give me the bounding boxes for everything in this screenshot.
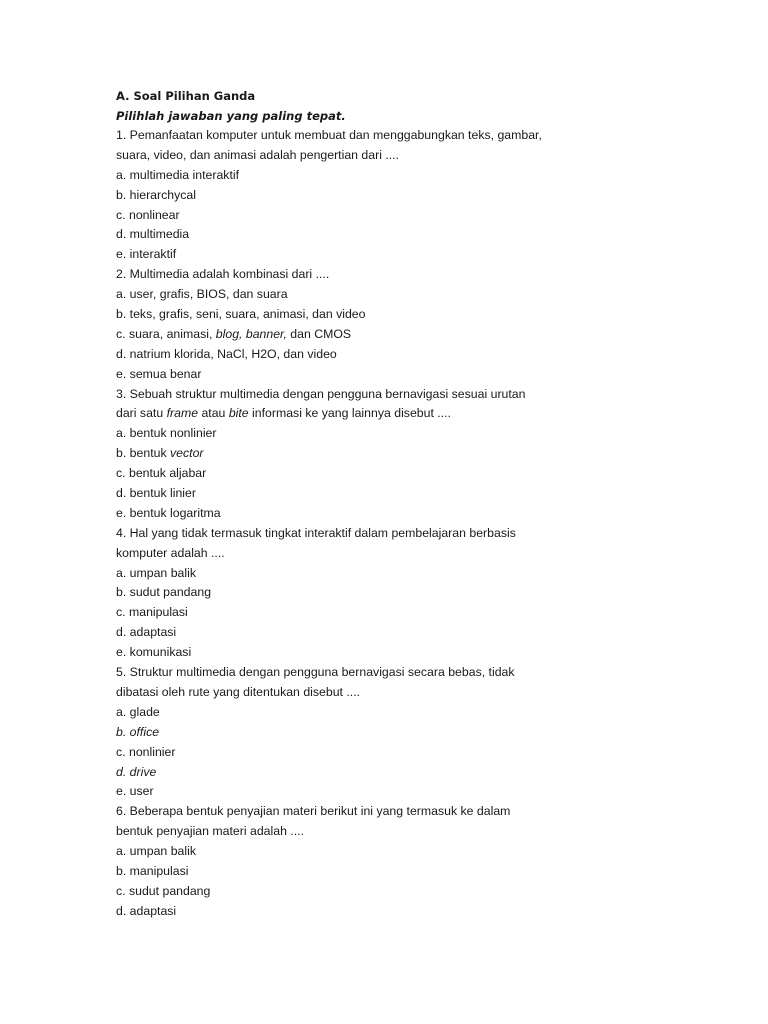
question-4-option-e: e. komunikasi [116, 645, 192, 660]
question-4-option-b: b. sudut pandang [116, 585, 212, 600]
question-6-text-cont: bentuk penyajian materi adalah .... [116, 824, 304, 839]
document-page [116, 86, 676, 922]
italic-term-frame: frame [166, 406, 199, 421]
question-6-option-c: c. sudut pandang [116, 883, 211, 898]
question-6-option-d: d. adaptasi [116, 903, 177, 918]
question-3-option-b [116, 444, 676, 464]
question-2-option-e: e. semua benar [116, 366, 202, 381]
question-3-text: 3. Sebuah struktur multimedia dengan pengguna bernavigasi sesuai urutan [116, 386, 526, 401]
question-1-option-e: e. interaktif [116, 247, 177, 262]
question-4-text-cont: komputer adalah .... [116, 545, 225, 560]
italic-term-bite: bite [228, 406, 249, 421]
question-3-option-c: c. bentuk aljabar [116, 466, 207, 481]
question-5-option-b: b. office [116, 724, 160, 739]
question-3-text-cont [116, 404, 676, 424]
question-5-option-d: d. drive [116, 764, 157, 779]
question-6-option-a: a. umpan balik [116, 844, 196, 859]
question-1-option-a: a. multimedia interaktif [116, 167, 240, 182]
question-5-option-a: a. glade [116, 704, 160, 719]
question-3-option-e: e. bentuk logaritma [116, 505, 221, 520]
question-1-option-b: b. hierarchycal [116, 187, 196, 202]
question-1-option-c: c. nonlinear [116, 207, 180, 222]
option-b-prefix: b. bentuk [116, 446, 171, 461]
question-3-option-a: a. bentuk nonlinier [116, 426, 217, 441]
question-1-text-cont: suara, video, dan animasi adalah pengertian dari .... [116, 147, 400, 162]
question-5-text-cont: dibatasi oleh rute yang ditentukan disebut .... [116, 684, 361, 699]
question-2-option-a: a. user, grafis, BIOS, dan suara [116, 287, 288, 302]
question-6-option-b: b. manipulasi [116, 863, 189, 878]
question-2-option-d: d. natrium klorida, NaCl, H2O, dan video [116, 346, 337, 361]
text-segment: informasi ke yang lainnya disebut .... [248, 406, 451, 421]
question-4-option-c: c. manipulasi [116, 605, 188, 620]
option-c-italic-terms: blog, banner, [215, 326, 287, 341]
question-5-option-c: c. nonlinier [116, 744, 176, 759]
question-5-text: 5. Struktur multimedia dengan pengguna bernavigasi secara bebas, tidak [116, 665, 515, 680]
option-c-suffix: dan CMOS [286, 326, 352, 341]
question-4-option-d: d. adaptasi [116, 625, 177, 640]
instruction: Pilihlah jawaban yang paling tepat. [116, 109, 346, 123]
question-5-option-e: e. user [116, 784, 154, 799]
question-1-option-d: d. multimedia [116, 227, 190, 242]
question-4-option-a: a. umpan balik [116, 565, 196, 580]
question-2-option-c [116, 325, 676, 345]
question-6-text: 6. Beberapa bentuk penyajian materi berikut ini yang termasuk ke dalam [116, 804, 511, 819]
question-2-text: 2. Multimedia adalah kombinasi dari .... [116, 267, 330, 282]
question-1-text: 1. Pemanfaatan komputer untuk membuat dan menggabungkan teks, gambar, [116, 128, 542, 142]
option-c-prefix: c. suara, animasi, [116, 326, 216, 341]
question-3-option-d: d. bentuk linier [116, 486, 196, 501]
question-2-option-b: b. teks, grafis, seni, suara, animasi, dan video [116, 307, 366, 322]
text-segment: atau [198, 406, 229, 421]
question-4-text: 4. Hal yang tidak termasuk tingkat interaktif dalam pembelajaran berbasis [116, 525, 516, 540]
section-title: A. Soal Pilihan Ganda [116, 89, 256, 103]
text-segment: dari satu [116, 406, 167, 421]
italic-term-vector: vector [170, 446, 204, 461]
